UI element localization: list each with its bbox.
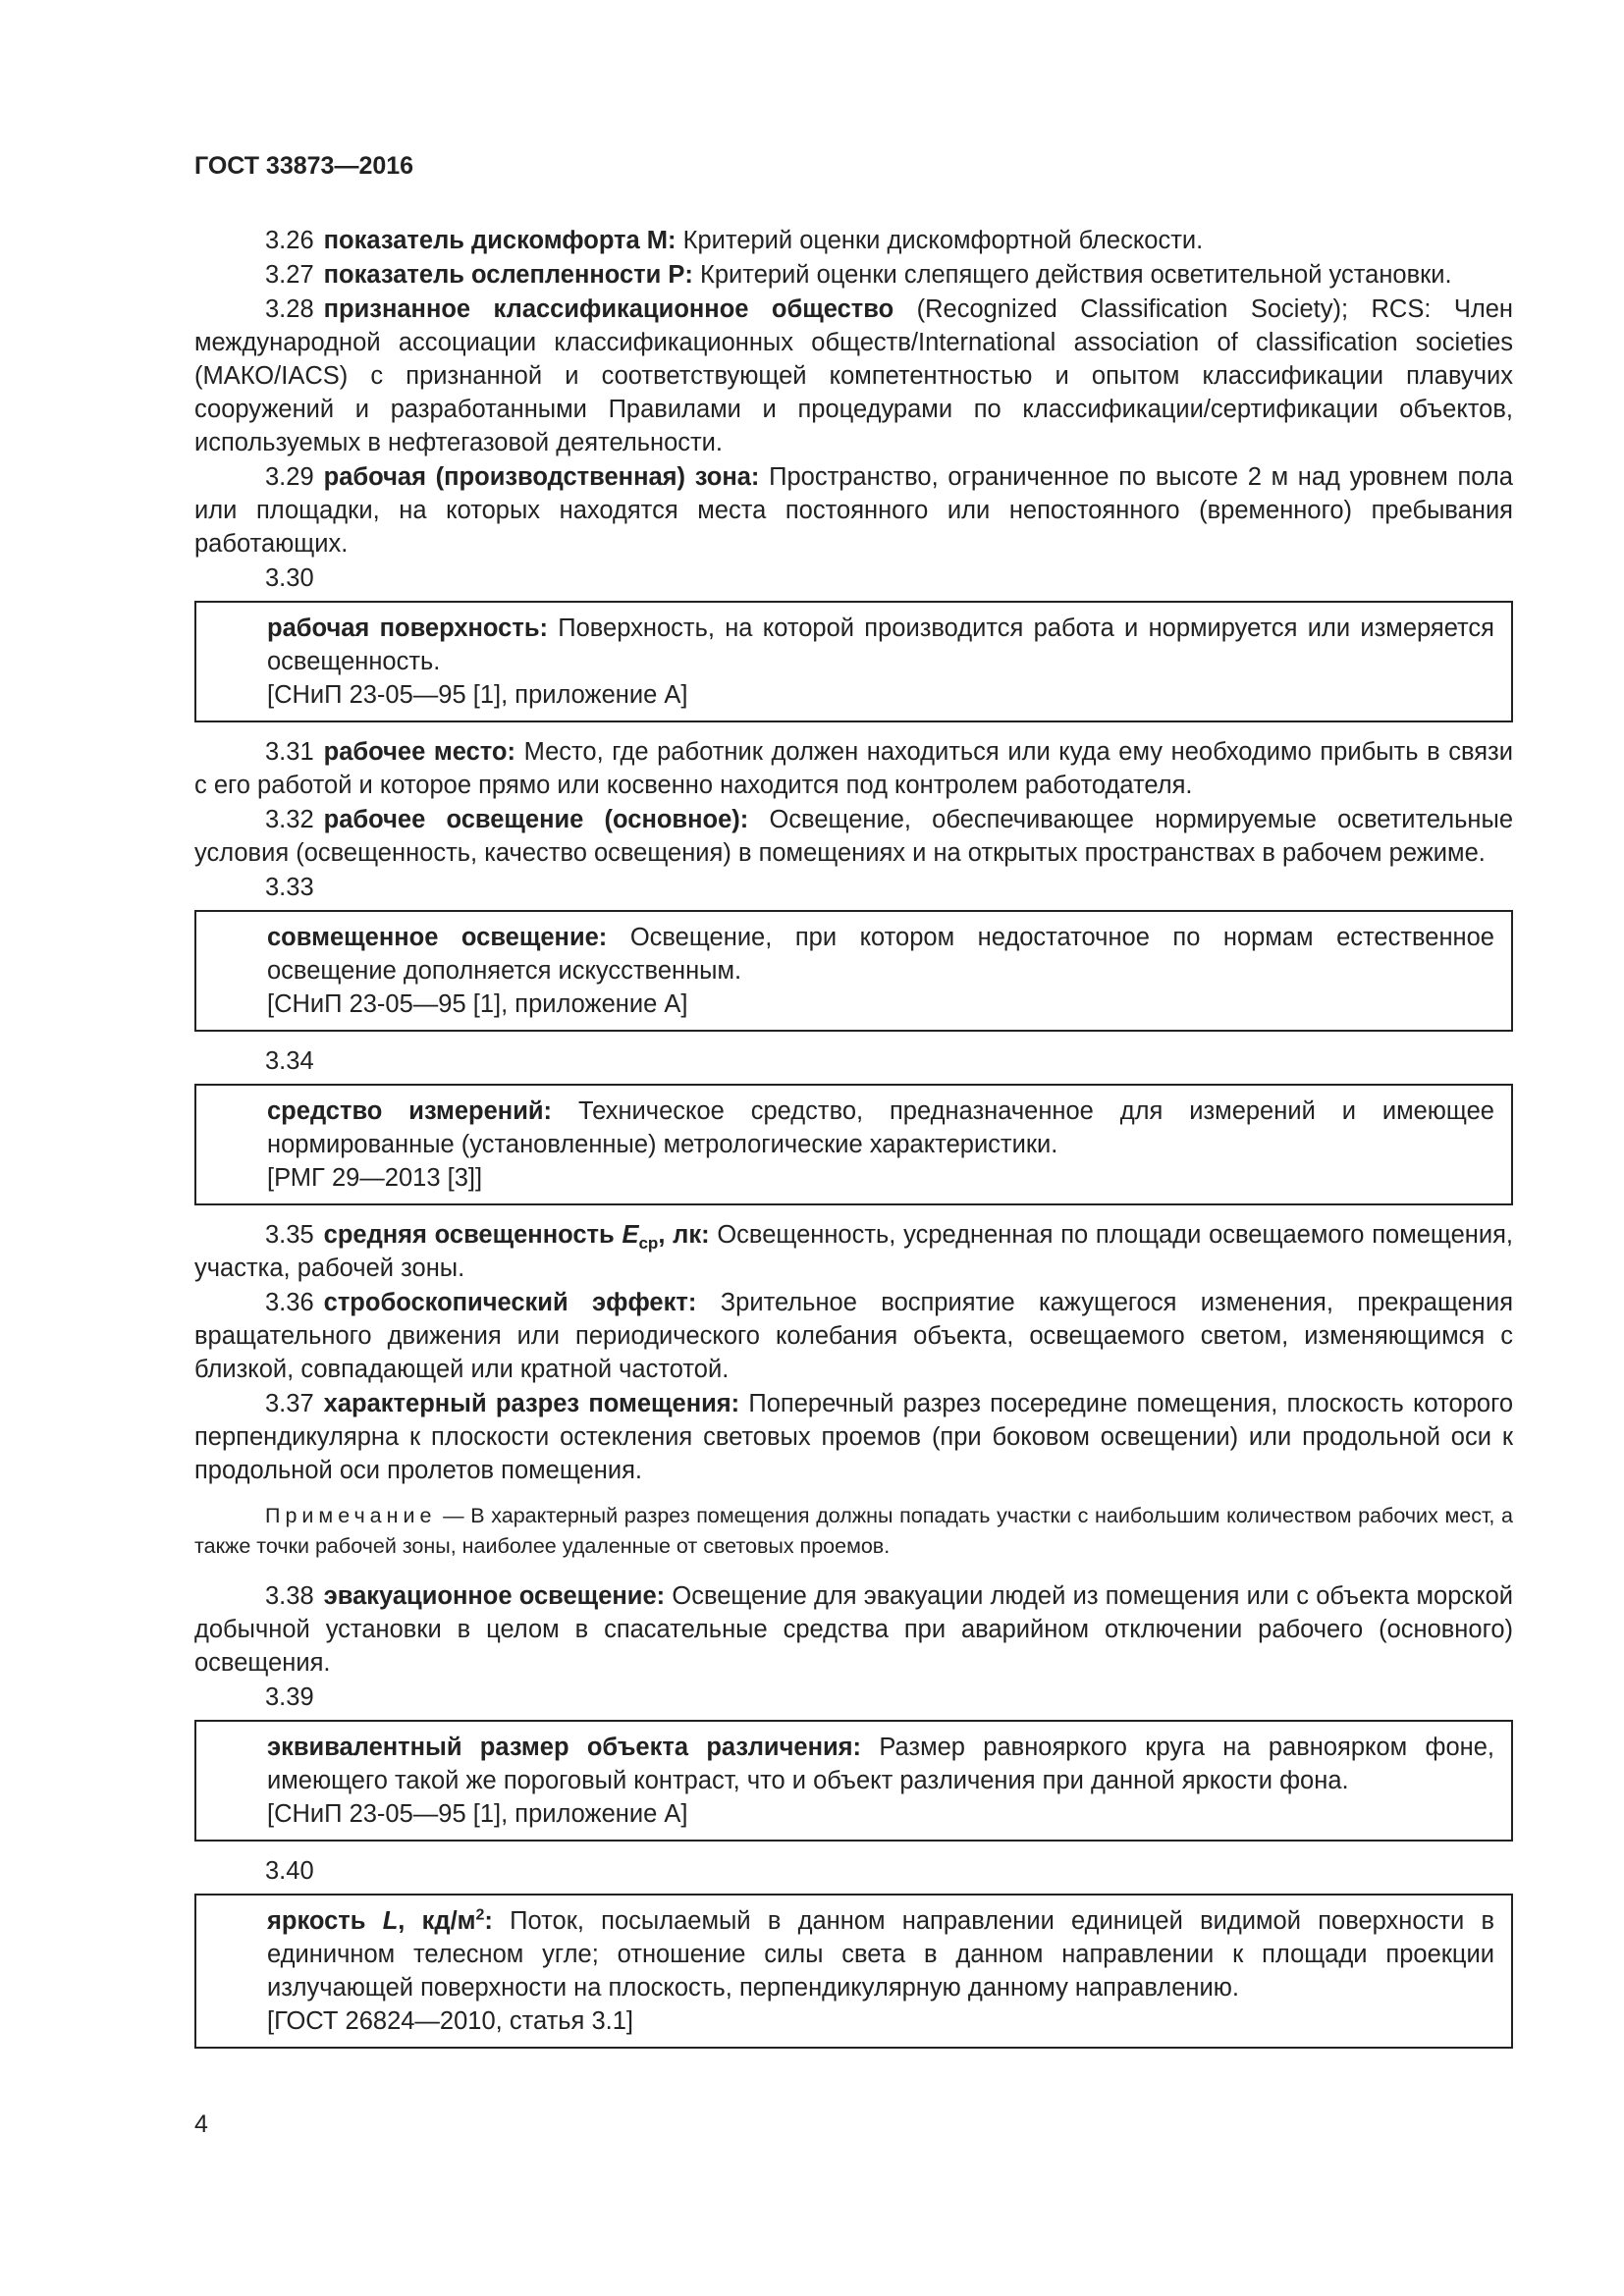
definition-text: Освещение, при котором недостаточное по нормам естественное освещение дополняется искусственным. [267, 924, 1494, 985]
clause-number: 3.37 [265, 1390, 314, 1417]
clause-number: 3.35 [265, 1221, 314, 1249]
definition-text: Критерий оценки дискомфортной блескости. [682, 227, 1204, 254]
term: рабочая (производственная) зона: [323, 463, 760, 491]
term-unit: , лк: [658, 1221, 710, 1249]
definition-3-31 [194, 735, 1513, 802]
definition-3-37 [194, 1387, 1513, 1487]
term: рабочая поверхность: [267, 614, 548, 642]
clause-number: 3.26 [265, 227, 314, 254]
clause-number-3-30: 3.30 [265, 564, 314, 592]
term-superscript: 2 [475, 1906, 485, 1924]
definition-text: Поток, посылаемый в данном направлении единицей видимой поверхности в единичном телесном угле; отношение силы света в данном направлении к площади проекции излучающей поверхности на плоскость, перпендикулярную данному направлению. [267, 1907, 1494, 2002]
quoted-definition [267, 612, 1494, 678]
definition-3-35 [194, 1218, 1513, 1285]
note-label: Примечание [265, 1504, 437, 1527]
quoted-definition-box-3-33 [194, 910, 1513, 1032]
document-header: ГОСТ 33873—2016 [194, 152, 414, 180]
note [194, 1501, 1513, 1562]
definition-3-29 [194, 460, 1513, 561]
quoted-definition [267, 1904, 1494, 2004]
definition-3-36 [194, 1286, 1513, 1386]
quoted-definition-box-3-30 [194, 601, 1513, 722]
term-colon: : [484, 1907, 493, 1935]
term-text: яркость [267, 1907, 366, 1935]
source-reference: [СНиП 23-05—95 [1], приложение А] [267, 681, 688, 709]
term-unit: , кд/м [398, 1907, 476, 1935]
term: стробоскопический эффект: [323, 1289, 697, 1316]
definition-3-28 [194, 293, 1513, 459]
clause-number-3-34: 3.34 [265, 1047, 314, 1075]
term: средство измерений: [267, 1097, 553, 1125]
definition-text: Критерий оценки слепящего действия осветительной установки. [700, 261, 1452, 289]
clause-number: 3.27 [265, 261, 314, 289]
definition-text: Поперечный разрез посередине помещения, плоскость которого перпендикулярна к плоскости остекления световых проемов (при боковом освещении) или продольной оси к продольной оси пролетов помещения. [194, 1390, 1513, 1484]
clause-number: 3.29 [265, 463, 314, 491]
term: показатель дискомфорта M: [323, 227, 677, 254]
term: характерный разрез помещения: [323, 1390, 740, 1417]
term-symbol: E [622, 1221, 639, 1249]
quoted-definition [267, 921, 1494, 988]
clause-number-3-39: 3.39 [265, 1683, 314, 1711]
clause-number: 3.31 [265, 738, 314, 766]
term-symbol: L [382, 1907, 399, 1935]
term-subscript: ср [638, 1234, 659, 1254]
source-reference: [СНиП 23-05—95 [1], приложение А] [267, 990, 688, 1018]
definition-text: (Recognized Classification Society); RCS: Член международной ассоциации классификационных обществ/International association of classification societies (МАКО/IACS) с признанной и соответствующей компетентностью и опытом классификации плавучих сооружений и разработанными Правилами и процедурами по классификации/сертификации объектов, используемых в нефтегазовой деятельности. [194, 295, 1513, 456]
note-text: В характерный разрез помещения должны попадать участки с наибольшим количеством рабочих мест, а также точки рабочей зоны, наиболее удаленные от световых проемов. [194, 1504, 1513, 1558]
term: эквивалентный размер объекта различения: [267, 1734, 862, 1761]
clause-number: 3.36 [265, 1289, 314, 1316]
definition-3-32 [194, 803, 1513, 870]
term: рабочее освещение (основное): [323, 806, 749, 833]
definition-text: Освещение, обеспечивающее нормируемые осветительные условия (освещенность, качество освещения) в помещениях и на открытых пространствах в рабочем режиме. [194, 806, 1514, 867]
term [267, 1907, 493, 1935]
clause-number: 3.32 [265, 806, 314, 833]
term: показатель ослепленности P: [323, 261, 693, 289]
term: рабочее место: [323, 738, 515, 766]
definition-text: Поверхность, на которой производится работа и нормируется или измеряется освещенность. [267, 614, 1494, 675]
quoted-definition-box-3-39 [194, 1720, 1513, 1842]
quoted-definition [267, 1731, 1494, 1797]
term: признанное классификационное общество [323, 295, 894, 323]
term-text: средняя освещенность [323, 1221, 615, 1249]
definition-text: Освещенность, усредненная по площади освещаемого помещения, участка, рабочей зоны. [194, 1221, 1513, 1282]
definition-text: Пространство, ограниченное по высоте 2 м над уровнем пола или площадки, на которых находятся места постоянного или непостоянного (временного) пребывания работающих. [194, 463, 1513, 558]
term [323, 1221, 710, 1254]
quoted-definition [267, 1095, 1494, 1161]
document-body [194, 224, 1513, 2061]
source-reference: [ГОСТ 26824—2010, статья 3.1] [267, 2007, 633, 2035]
source-reference: [РМГ 29—2013 [3]] [267, 1164, 483, 1192]
clause-number-3-40: 3.40 [265, 1857, 314, 1885]
clause-number: 3.28 [265, 295, 314, 323]
clause-number: 3.38 [265, 1582, 314, 1610]
term: совмещенное освещение: [267, 924, 608, 951]
definition-3-26 [194, 224, 1513, 257]
definition-text: Место, где работник должен находиться или куда ему необходимо прибыть в связи с его работой и которое прямо или косвенно находится под контролем работодателя. [194, 738, 1513, 799]
definition-text: Техническое средство, предназначенное для измерений и имеющее нормированные (установленные) метрологические характеристики. [267, 1097, 1494, 1158]
quoted-definition-box-3-40 [194, 1894, 1513, 2049]
definition-3-38 [194, 1579, 1513, 1680]
clause-number-3-33: 3.33 [265, 874, 314, 901]
definition-text: Освещение для эвакуации людей из помещения или с объекта морской добычной установки в целом в спасательные средства при аварийном отключении рабочего (основного) освещения. [194, 1582, 1513, 1677]
definition-text: Размер равнояркого круга на равноярком фоне, имеющего такой же пороговый контраст, что и объект различения при данной яркости фона. [267, 1734, 1494, 1794]
term: эвакуационное освещение: [323, 1582, 666, 1610]
definition-3-27 [194, 258, 1513, 292]
quoted-definition-box-3-34 [194, 1084, 1513, 1205]
definition-text: Зрительное восприятие кажущегося изменения, прекращения вращательного движения или периодического колебания объекта, освещаемого светом, изменяющимся с близкой, совпадающей или кратной частотой. [194, 1289, 1513, 1383]
source-reference: [СНиП 23-05—95 [1], приложение А] [267, 1800, 688, 1828]
page-number: 4 [194, 2110, 208, 2138]
note-dash: — [436, 1504, 471, 1527]
